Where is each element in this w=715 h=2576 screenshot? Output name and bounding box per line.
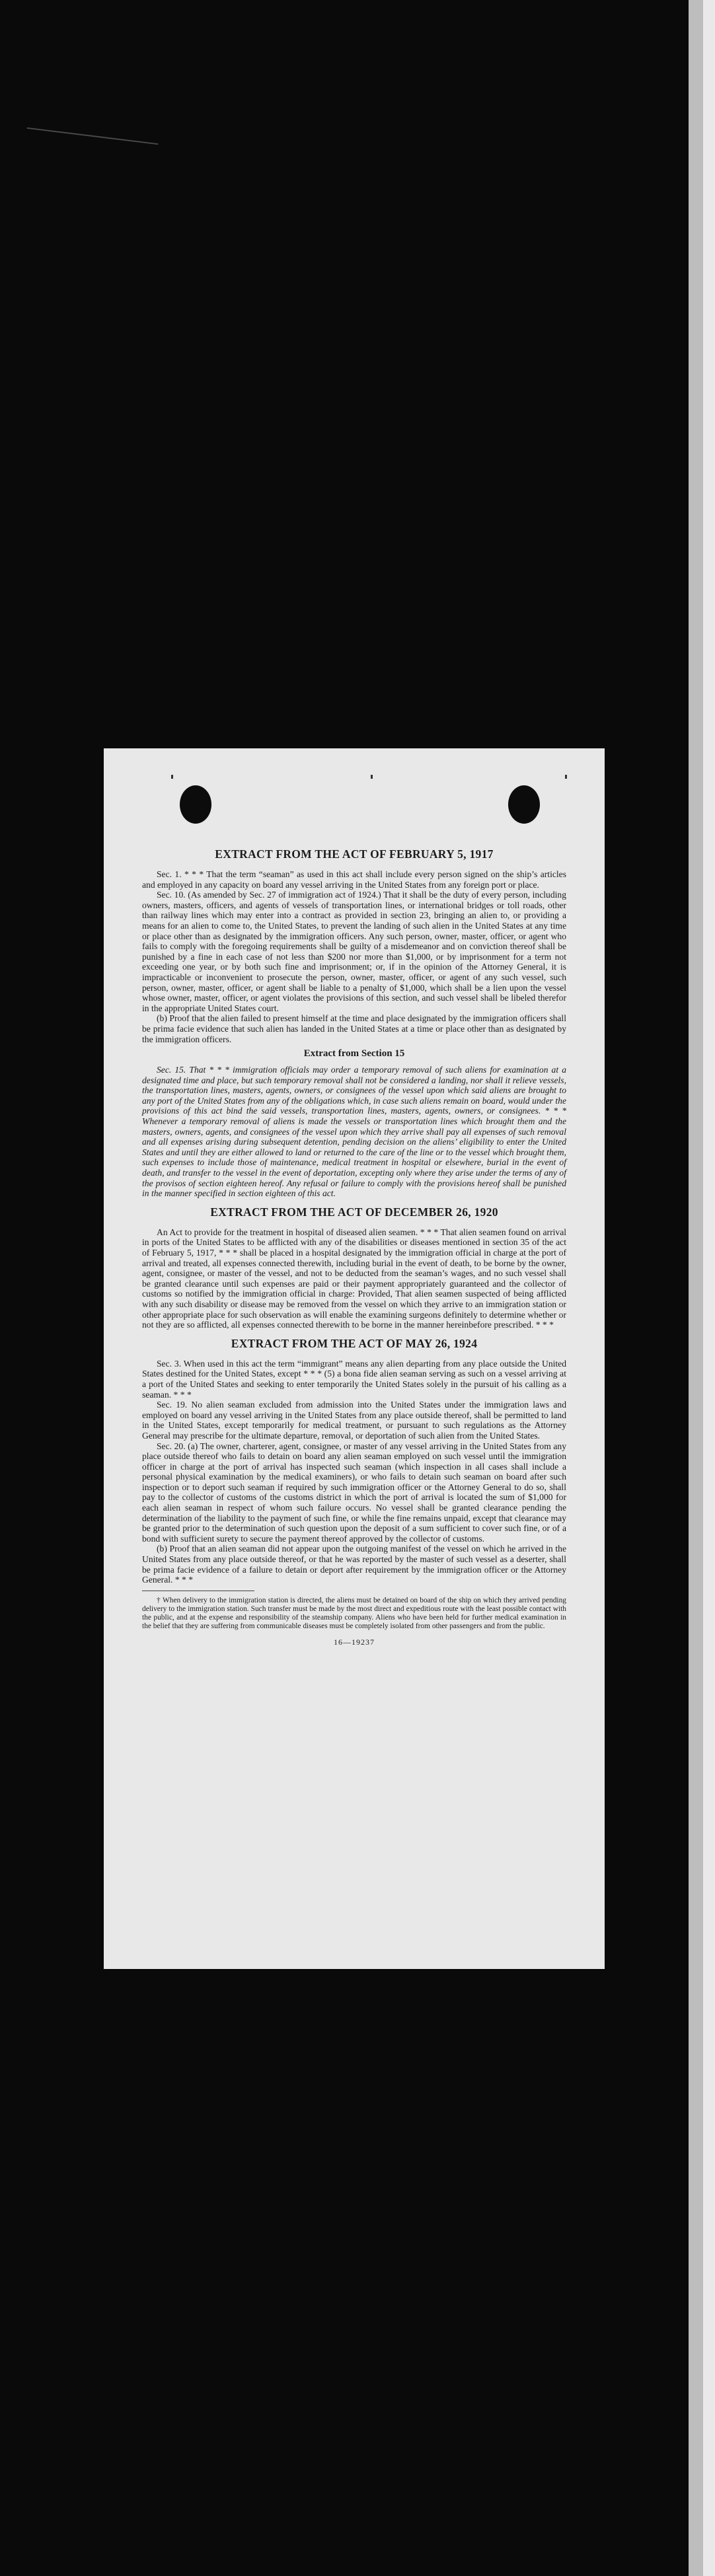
section-paragraph: Sec. 15. That * * * immigration officials may order a temporary removal of such aliens for examination at a designated time and place, but such temporary removal shall not be considered a landing, nor shall it relieve vessels, the transportation lines, masters, agents, owners, or consignees of the vessel upon which said aliens are brought to any port of the United States from any of the obligations which, in case such aliens remain on board, would under the provisions of this act bind the said vessels, transportation lines, masters, agents, owners, or consignees. * * * Whenever a temporary removal of aliens is made the vessels or transportation lines which brought them and the masters, owners, agents, and consignees of the vessel upon which they arrive shall pay all expenses of such removal and all expenses arising during subsequent detention, pending decision on the aliens’ eligibility to enter the United States and until they are either allowed to land or returned to the care of the line or to the vessel which brought them, such expenses to include those of maintenance, medical treatment in hospital or elsewhere, burial in the event of death, and transfer to the vessel in the event of deportation, excepting only where they arise under the terms of any of the provisos of section eighteen hereof. Any refusal or failure to comply with the provisions hereof shall be punished in the manner specified in section eighteen of this act. xyxy=(142,1065,566,1199)
section-heading: EXTRACT FROM THE ACT OF DECEMBER 26, 1920 xyxy=(210,1205,498,1219)
print-code: 16—19237 xyxy=(334,1637,375,1647)
footnote-text: † When delivery to the immigration station is directed, the aliens must be detained on board of the ship on which they arrived pending delivery to the immigration station. Such transfer must be made by the most direct and expeditious route with the least possible contact with the public, and at the expense and responsibility of the steamship company. Aliens who have been held for further medical examination in the belief that they are suffering from communicable diseases must be completely isolated from other passengers and from the public. xyxy=(142,1596,566,1630)
section-paragraph: (b) Proof that an alien seaman did not appear upon the outgoing manifest of the vessel on which he arrived in the United States from any place outside thereof, or that he was reported by the master of such vessel as a deserter, shall be prima facie evidence of a failure to detain or deport after requirement by the immigration officer or the Attorney General. * * * xyxy=(142,1544,566,1585)
document-page xyxy=(104,748,605,1969)
section-heading: EXTRACT FROM THE ACT OF FEBRUARY 5, 1917 xyxy=(215,847,494,861)
subsection-heading: Extract from Section 15 xyxy=(303,1048,405,1059)
page-mark xyxy=(565,775,567,779)
punch-hole-left xyxy=(180,785,211,824)
section-paragraph: Sec. 10. (As amended by Sec. 27 of immigration act of 1924.) That it shall be the duty of every person, including owners, masters, officers, and agents of vessels of transportation lines, or international bridges or toll roads, other than railway lines which may enter into a contract as provided in section 23, bringing an alien to, or providing a means for an alien to come to, the United States, to prevent the landing of such alien in the United States at any time or place other than as designated by the immigration officers. Any such person, owner, master, officer, or agent who fails to comply with the foregoing requirements shall be guilty of a misdemeanor and on conviction thereof shall be punished by a fine in each case of not less than $200 nor more than $1,000, or by imprisonment for a term not exceeding one year, or by both such fine and imprisonment; or, if in the opinion of the Attorney General, it is impracticable or inconvenient to prosecute the person, owner, master, officer, or agent of any such vessel, such person, owner, master, officer, or agent shall be liable to a penalty of $1,000, which shall be a lien upon the vessel whose owner, master, officer, or agent violates the provisions of this section, and such vessel shall be libeled therefor in the appropriate United States court. xyxy=(142,890,566,1013)
section-paragraph: Sec. 3. When used in this act the term “immigrant” means any alien departing from any place outside the United States destined for the United States, except * * * (5) a bona fide alien seaman serving as such on a vessel arriving at a port of the United States and seeking to enter temporarily the United States solely in the pursuit of his calling as a seaman. * * * xyxy=(142,1358,566,1400)
scan-edge-shadow xyxy=(689,0,703,2576)
page-mark xyxy=(371,775,373,779)
section-paragraph: Sec. 20. (a) The owner, charterer, agent, consignee, or master of any vessel arriving in the United States from any place outside thereof who fails to detain on board any alien seaman employed on such vessel until the immigration officer in charge at the port of arrival has inspected such seaman (which inspection in all cases shall include a personal physical examination by the medical examiners), or who fails to detain such seaman on board after such inspection or to deport such seaman if required by such immigration officer or the Attorney General to do so, shall pay to the collector of customs of the customs district in which the port of arrival is located the sum of $1,000 for each alien seaman in respect of whom such failure occurs. No vessel shall be granted clearance pending the determination of the liability to the payment of such fine, or while the fine remains unpaid, except that clearance may be granted prior to the determination of such question upon the deposit of a sum sufficient to cover such fine, or of a bond with sufficient surety to secure the payment thereof approved by the collector of customs. xyxy=(142,1441,566,1544)
section-paragraph: An Act to provide for the treatment in hospital of diseased alien seamen. * * * That alien seamen found on arrival in ports of the United States to be afflicted with any of the disabilities or diseases mentioned in section 35 of the act of February 5, 1917, * * * shall be placed in a hospital designated by the immigration official in charge at the port of arrival and treated, all expenses connected therewith, including burial in the event of death, to be borne by the owner, agent, consignee, or master of the vessel, and not to be deducted from the seaman’s wages, and no such vessel shall be granted clearance until such expenses are paid or their payment appropriately guaranteed and the collector of customs so notified by the immigration official in charge: Provided, That alien seamen suspected of being afflicted with any such disability or disease may be removed from the vessel on which they arrive to an immigration station or other appropriate place for such observation as will enable the examining surgeons definitely to determine whether or not they are so afflicted, all expenses connected therewith to be borne in the manner hereinbefore prescribed. * * * xyxy=(142,1227,566,1330)
punch-hole-right xyxy=(508,785,540,824)
section-heading: EXTRACT FROM THE ACT OF MAY 26, 1924 xyxy=(231,1336,478,1350)
section-paragraph: (b) Proof that the alien failed to present himself at the time and place designated by the immigration officers shall be prima facie evidence that such alien has landed in the United States at a time or place other than as designated by the immigration officers. xyxy=(142,1013,566,1044)
section-paragraph: Sec. 19. No alien seaman excluded from admission into the United States under the immigration laws and employed on board any vessel arriving in the United States from any place outside thereof, shall be permitted to land in the United States, except temporarily for medical treatment, or pursuant to such regulations as the Attorney General may prescribe for the ultimate departure, removal, or deportation of such alien from the United States. xyxy=(142,1400,566,1441)
section-paragraph: Sec. 1. * * * That the term “seaman” as used in this act shall include every person signed on the ship’s articles and employed in any capacity on board any vessel arriving in the United States from any foreign port or place. xyxy=(142,869,566,890)
scan-scratch xyxy=(27,127,159,145)
page-mark xyxy=(171,775,173,779)
footnote xyxy=(142,1596,566,1631)
